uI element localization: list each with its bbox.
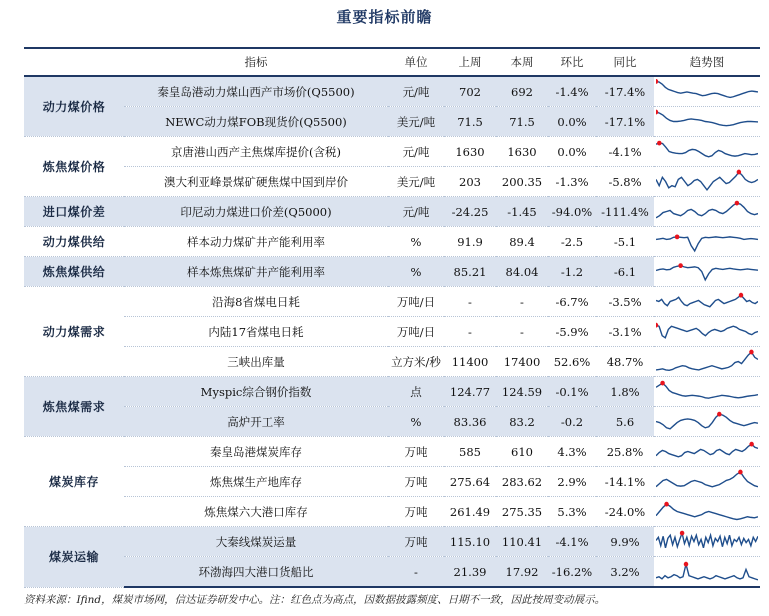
mom-change: -16.2%	[548, 557, 596, 588]
mom-change: -2.5	[548, 227, 596, 257]
unit: -	[388, 557, 444, 588]
last-week-value: 115.10	[444, 527, 496, 557]
table-row	[24, 257, 760, 287]
this-week-value: 692	[496, 76, 548, 107]
last-week-value: 1630	[444, 137, 496, 167]
sparkline-series	[656, 325, 758, 338]
sparkline-series	[656, 295, 758, 307]
sparkline-series	[656, 564, 758, 580]
sparkline-series	[656, 203, 758, 218]
category-label: 炼焦煤供给	[24, 257, 124, 287]
last-week-value: -24.25	[444, 197, 496, 227]
unit: 元/吨	[388, 76, 444, 107]
mom-change: 4.3%	[548, 437, 596, 467]
indicator-name: 大秦线煤炭运量	[124, 527, 388, 557]
unit: 美元/吨	[388, 167, 444, 197]
unit: 立方米/秒	[388, 347, 444, 377]
header-yoy: 同比	[596, 48, 654, 76]
mom-change: 0.0%	[548, 137, 596, 167]
trend-sparkline	[654, 76, 760, 107]
table-row	[24, 407, 760, 437]
yoy-change: 1.8%	[596, 377, 654, 407]
sparkline-peak-marker	[664, 502, 668, 507]
category-label: 炼焦煤需求	[24, 377, 124, 437]
sparkline-peak-marker	[656, 110, 658, 115]
sparkline-peak-marker	[684, 562, 688, 567]
trend-sparkline	[654, 227, 760, 257]
trend-sparkline	[654, 167, 760, 197]
this-week-value: 17400	[496, 347, 548, 377]
indicator-name: NEWC动力煤FOB现货价(Q5500)	[124, 107, 388, 137]
indicator-name: 秦皇岛港动力煤山西产市场价(Q5500)	[124, 76, 388, 107]
yoy-change: 3.2%	[596, 557, 654, 588]
sparkline-series	[656, 143, 758, 157]
indicator-name: 沿海8省煤电日耗	[124, 287, 388, 317]
unit: %	[388, 407, 444, 437]
sparkline-chart	[656, 348, 758, 375]
indicator-table	[24, 47, 760, 588]
sparkline-chart	[656, 108, 758, 135]
unit: 万吨	[388, 497, 444, 527]
indicator-name: 高炉开工率	[124, 407, 388, 437]
indicator-name: 炼焦煤生产地库存	[124, 467, 388, 497]
sparkline-peak-marker	[738, 470, 742, 475]
this-week-value: 17.92	[496, 557, 548, 588]
sparkline-series	[656, 81, 758, 97]
yoy-change: 5.6	[596, 407, 654, 437]
category-label: 动力煤需求	[24, 287, 124, 377]
yoy-change: 25.8%	[596, 437, 654, 467]
sparkline-peak-marker	[737, 170, 741, 175]
sparkline-chart	[656, 378, 758, 405]
indicator-name: 印尼动力煤进口价差(Q5000)	[124, 197, 388, 227]
table-row	[24, 167, 760, 197]
sparkline-chart	[656, 228, 758, 255]
unit: 元/吨	[388, 197, 444, 227]
trend-sparkline	[654, 437, 760, 467]
category-label: 进口煤价差	[24, 197, 124, 227]
last-week-value: 11400	[444, 347, 496, 377]
indicator-name: 京唐港山西产主焦煤库提价(含税)	[124, 137, 388, 167]
sparkline-peak-marker	[735, 201, 739, 206]
sparkline-peak-marker	[657, 141, 661, 146]
last-week-value: -	[444, 287, 496, 317]
sparkline-chart	[656, 468, 758, 495]
trend-sparkline	[654, 197, 760, 227]
this-week-value: 124.59	[496, 377, 548, 407]
last-week-value: 83.36	[444, 407, 496, 437]
sparkline-series	[656, 444, 758, 457]
unit: 万吨	[388, 527, 444, 557]
yoy-change: -14.1%	[596, 467, 654, 497]
this-week-value: 1630	[496, 137, 548, 167]
sparkline-peak-marker	[749, 350, 753, 355]
last-week-value: 585	[444, 437, 496, 467]
yoy-change: 9.9%	[596, 527, 654, 557]
yoy-change: -111.4%	[596, 197, 654, 227]
mom-change: 5.3%	[548, 497, 596, 527]
mom-change: 52.6%	[548, 347, 596, 377]
this-week-value: 71.5	[496, 107, 548, 137]
indicator-name: 三峡出库量	[124, 347, 388, 377]
mom-change: -5.9%	[548, 317, 596, 347]
trend-sparkline	[654, 287, 760, 317]
source-note: 资料来源：Ifind，煤炭市场网，信达证券研发中心。注：红色点为高点，因数据披露频度、日期不一致，因此按周变动展示。	[24, 594, 606, 606]
trend-sparkline	[654, 527, 760, 557]
table-header-row	[24, 48, 760, 76]
indicator-name: 环渤海四大港口货船比	[124, 557, 388, 588]
table-row	[24, 197, 760, 227]
mom-change: 2.9%	[548, 467, 596, 497]
sparkline-series	[656, 533, 758, 548]
category-label: 煤炭运输	[24, 527, 124, 588]
mom-change: -0.1%	[548, 377, 596, 407]
last-week-value: 21.39	[444, 557, 496, 588]
sparkline-series	[656, 266, 758, 280]
table-body	[24, 76, 760, 587]
sparkline-series	[656, 172, 758, 190]
header-trend: 趋势图	[654, 48, 760, 76]
yoy-change: 48.7%	[596, 347, 654, 377]
table-row	[24, 557, 760, 588]
sparkline-series	[656, 472, 758, 487]
this-week-value: 283.62	[496, 467, 548, 497]
unit: 万吨/日	[388, 317, 444, 347]
indicator-name: 内陆17省煤电日耗	[124, 317, 388, 347]
sparkline-chart	[656, 168, 758, 195]
sparkline-chart	[656, 288, 758, 315]
trend-sparkline	[654, 257, 760, 287]
this-week-value: 84.04	[496, 257, 548, 287]
last-week-value: 124.77	[444, 377, 496, 407]
sparkline-series	[656, 414, 758, 429]
sparkline-chart	[656, 438, 758, 465]
unit: 元/吨	[388, 137, 444, 167]
unit: 万吨	[388, 437, 444, 467]
category-label: 动力煤价格	[24, 76, 124, 137]
sparkline-chart	[656, 498, 758, 525]
table-row	[24, 437, 760, 467]
yoy-change: -17.4%	[596, 76, 654, 107]
sparkline-peak-marker	[675, 234, 679, 239]
sparkline-peak-marker	[678, 263, 682, 268]
sparkline-series	[656, 237, 758, 251]
mom-change: -94.0%	[548, 197, 596, 227]
trend-sparkline	[654, 497, 760, 527]
last-week-value: 71.5	[444, 107, 496, 137]
this-week-value: 275.35	[496, 497, 548, 527]
mom-change: -0.2	[548, 407, 596, 437]
unit: 美元/吨	[388, 107, 444, 137]
table-row	[24, 287, 760, 317]
table-row	[24, 497, 760, 527]
mom-change: -1.4%	[548, 76, 596, 107]
last-week-value: -	[444, 317, 496, 347]
trend-sparkline	[654, 407, 760, 437]
yoy-change: -4.1%	[596, 137, 654, 167]
last-week-value: 203	[444, 167, 496, 197]
unit: %	[388, 257, 444, 287]
this-week-value: 200.35	[496, 167, 548, 197]
sparkline-chart	[656, 198, 758, 225]
sparkline-series	[656, 504, 758, 519]
trend-sparkline	[654, 107, 760, 137]
mom-change: -4.1%	[548, 527, 596, 557]
indicator-name: 澳大利亚峰景煤矿硬焦煤中国到岸价	[124, 167, 388, 197]
mom-change: 0.0%	[548, 107, 596, 137]
sparkline-chart	[656, 558, 758, 585]
yoy-change: -17.1%	[596, 107, 654, 137]
sparkline-peak-marker	[660, 381, 664, 386]
table-row	[24, 467, 760, 497]
sparkline-series	[656, 352, 758, 370]
table-row	[24, 76, 760, 107]
unit: 万吨/日	[388, 287, 444, 317]
last-week-value: 91.9	[444, 227, 496, 257]
yoy-change: -6.1	[596, 257, 654, 287]
indicator-name: 样本炼焦煤矿井产能利用率	[124, 257, 388, 287]
last-week-value: 261.49	[444, 497, 496, 527]
this-week-value: -	[496, 287, 548, 317]
yoy-change: -24.0%	[596, 497, 654, 527]
yoy-change: -3.1%	[596, 317, 654, 347]
last-week-value: 702	[444, 76, 496, 107]
header-unit: 单位	[388, 48, 444, 76]
header-indicator: 指标	[124, 48, 388, 76]
sparkline-chart	[656, 408, 758, 435]
table-row	[24, 107, 760, 137]
trend-sparkline	[654, 317, 760, 347]
yoy-change: -5.8%	[596, 167, 654, 197]
indicator-name: 炼焦煤六大港口库存	[124, 497, 388, 527]
indicator-name: Myspic综合钢价指数	[124, 377, 388, 407]
table-row	[24, 377, 760, 407]
sparkline-chart	[656, 78, 758, 105]
sparkline-chart	[656, 138, 758, 165]
header-category	[24, 48, 124, 76]
table-row	[24, 317, 760, 347]
sparkline-series	[656, 112, 758, 126]
trend-sparkline	[654, 557, 760, 588]
unit: 点	[388, 377, 444, 407]
sparkline-peak-marker	[717, 412, 721, 417]
last-week-value: 275.64	[444, 467, 496, 497]
mom-change: -1.2	[548, 257, 596, 287]
sparkline-chart	[656, 318, 758, 345]
this-week-value: 610	[496, 437, 548, 467]
trend-sparkline	[654, 137, 760, 167]
category-label: 煤炭库存	[24, 437, 124, 527]
this-week-value: -1.45	[496, 197, 548, 227]
sparkline-chart	[656, 528, 758, 555]
sparkline-peak-marker	[656, 79, 658, 84]
trend-sparkline	[654, 467, 760, 497]
last-week-value: 85.21	[444, 257, 496, 287]
table-row	[24, 527, 760, 557]
table-row	[24, 137, 760, 167]
table-row	[24, 227, 760, 257]
sparkline-chart	[656, 258, 758, 285]
category-label: 炼焦煤价格	[24, 137, 124, 197]
sparkline-peak-marker	[749, 442, 753, 447]
this-week-value: -	[496, 317, 548, 347]
indicator-name: 样本动力煤矿井产能利用率	[124, 227, 388, 257]
page-title: 重要指标前瞻	[336, 8, 433, 26]
this-week-value: 89.4	[496, 227, 548, 257]
mom-change: -6.7%	[548, 287, 596, 317]
table-row	[24, 347, 760, 377]
trend-sparkline	[654, 377, 760, 407]
this-week-value: 83.2	[496, 407, 548, 437]
trend-sparkline	[654, 347, 760, 377]
category-label: 动力煤供给	[24, 227, 124, 257]
sparkline-series	[656, 383, 758, 398]
header-this-week: 本周	[496, 48, 548, 76]
yoy-change: -3.5%	[596, 287, 654, 317]
unit: 万吨	[388, 467, 444, 497]
sparkline-peak-marker	[656, 323, 658, 328]
indicator-name: 秦皇岛港煤炭库存	[124, 437, 388, 467]
mom-change: -1.3%	[548, 167, 596, 197]
sparkline-peak-marker	[739, 293, 743, 298]
header-mom: 环比	[548, 48, 596, 76]
unit: %	[388, 227, 444, 257]
header-last-week: 上周	[444, 48, 496, 76]
sparkline-peak-marker	[680, 531, 684, 536]
this-week-value: 110.41	[496, 527, 548, 557]
yoy-change: -5.1	[596, 227, 654, 257]
